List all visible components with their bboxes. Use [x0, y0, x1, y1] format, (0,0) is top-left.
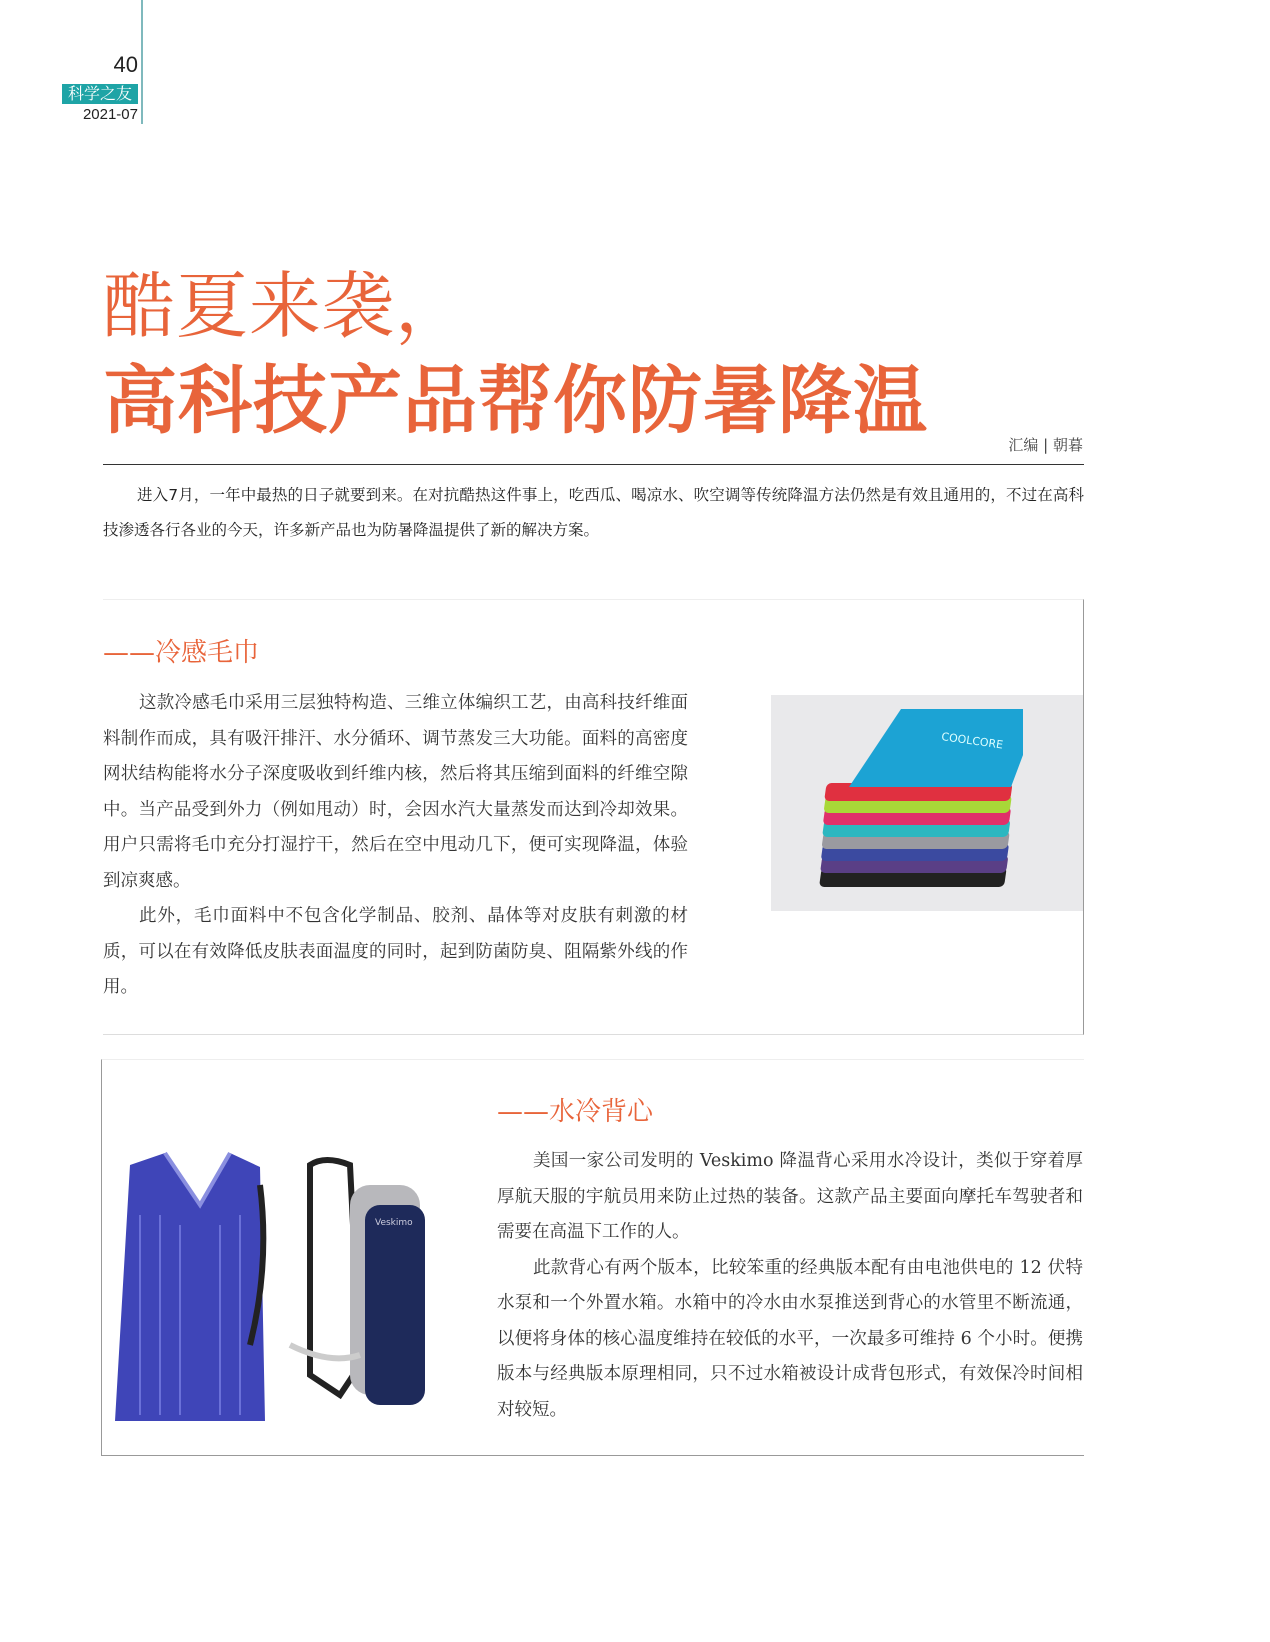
section-body-vest — [497, 1144, 1083, 1428]
svg-text:COOLCORE: COOLCORE — [940, 730, 1004, 752]
byline: 汇编 | 朝暮 — [1008, 436, 1083, 454]
paragraph: 此外，毛巾面料中不包含化学制品、胶剂、晶体等对皮肤有刺激的材质，可以在有效降低皮肤表面温度的同时，起到防菌防臭、阻隔紫外线的作用。 — [103, 906, 688, 997]
paragraph: 这款冷感毛巾采用三层独特构造、三维立体编织工艺，由高科技纤维面料制作而成，具有吸汗排汗、水分循环、调节蒸发三大功能。面料的高密度网状结构能将水分子深度吸收到纤维内核，然后将其压缩到面料的纤维空隙中。当产品受到外力（例如甩动）时，会因水汽大量蒸发而达到冷却效果。用户只需将毛巾充分打湿拧干，然后在空中甩动几下，便可实现降温，体验到凉爽感。 — [103, 693, 688, 891]
section-body-towel — [103, 686, 688, 1006]
cooling-vest-image — [110, 1145, 430, 1421]
cooling-towel-image — [771, 695, 1083, 911]
margin-rule — [141, 0, 143, 124]
page-number: 40 — [113, 52, 138, 77]
title-line-2: 高科技产品帮你防暑降温 — [103, 358, 928, 444]
paragraph: 此款背心有两个版本，比较笨重的经典版本配有由电池供电的 12 伏特水泵和一个外置水箱。水箱中的冷水由水泵推送到背心的水管里不断流通，以便将身体的核心温度维持在较低的水平，一次最多可维持 6 个小时。便携版本与经典版本原理相同，只不过水箱被设计成背包形式，有效保冷时间相对较短。 — [497, 1257, 1083, 1420]
paragraph: 美国一家公司发明的 Veskimo 降温背心采用水冷设计，类似于穿着厚厚航天服的宇航员用来防止过热的装备。这款产品主要面向摩托车驾驶者和需要在高温下工作的人。 — [497, 1151, 1083, 1242]
section-title-vest: ——水冷背心 — [497, 1097, 654, 1127]
issue-date: 2021-07 — [82, 106, 138, 123]
svg-text:Veskimo: Veskimo — [375, 1218, 413, 1228]
intro-paragraph: 进入7月，一年中最热的日子就要到来。在对抗酷热这件事上，吃西瓜、喝凉水、吹空调等传统降温方法仍然是有效且通用的，不过在高科技渗透各行各业的今天，许多新产品也为防暑降温提供了新的解决方案。 — [103, 486, 1084, 539]
section-title-towel: ——冷感毛巾 — [103, 638, 260, 668]
title-line-1: 酷夏来袭， — [103, 264, 469, 348]
magazine-name: 科学之友 — [62, 84, 138, 104]
divider — [103, 464, 1084, 465]
